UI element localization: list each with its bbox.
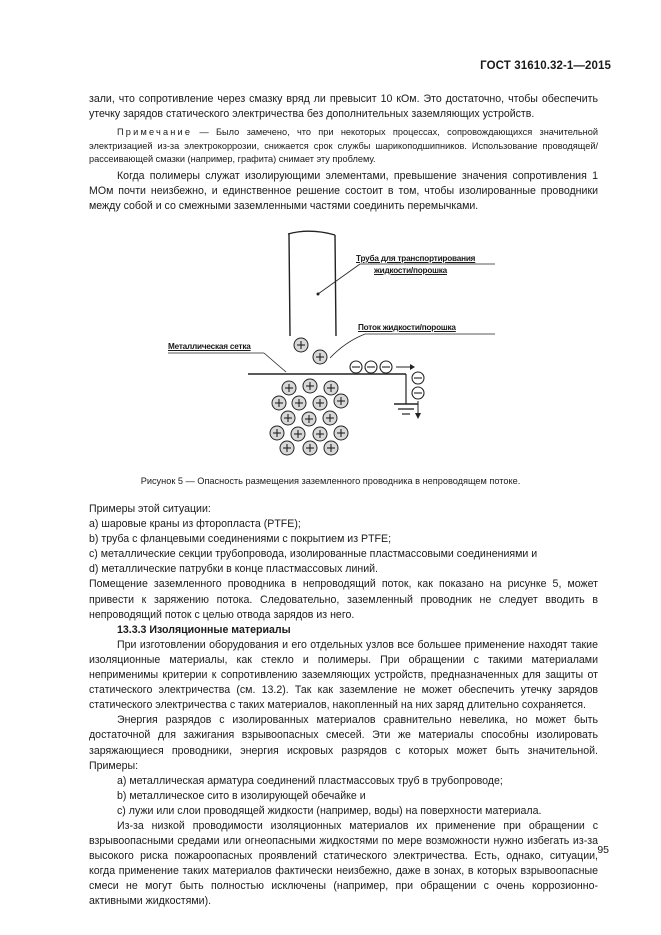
example-item-d: d) металлические патрубки в конце пластмассовых линий. (89, 563, 378, 576)
mesh-label: Металлическая сетка (168, 342, 251, 351)
note-label: Примечание (117, 127, 193, 137)
example2-item-c: c) лужи или слои проводящей жидкости (например, воды) на поверхности материала. (117, 804, 542, 817)
charge-arrowhead-down (415, 413, 421, 419)
conductivity-paragraph: Из-за низкой проводимости изоляционных материалов их применение при обращении с взрывоопасными средами или огнеопасными жидкостями по мере возможности нужно избегать из-за высокого риска пожароопасных проявлений статического электричества. Есть, однако, ситуации, когда применение таких материалов фактически неизбежно, даже в зонах, в которых взрывоопасные смеси не могут быть полностью исключены (например, при обращении с очень коррозионно-активными жидкостями). (89, 819, 598, 908)
figure-caption: Рисунок 5 — Опасность размещения заземленного проводника в непроводящем потоке. (140, 476, 521, 486)
section-heading: 13.3.3 Изоляционные материалы (117, 623, 291, 636)
document-header: ГОСТ 31610.32-1—2015 (480, 60, 611, 72)
example2-item-b: b) металлическое сито в изолирующей обечайке и (117, 789, 366, 802)
pipe-leader-line (318, 264, 360, 294)
note-text: — Было замечено, что при некоторых процессах, сопровождающихся значительной электризацией из-за электрокоррозии, снижается срок службы шарикоподшипников. Использование проводящей/рассеивающей смазки (например, графита) снимает эту проблему. (89, 127, 598, 165)
paragraph-continuation: зали, что сопротивление через смазку вряд ли превысит 10 кОм. Это достаточно, чтобы обеспечить утечку зарядов статического электричества без дополнительных заземляющих устройств. (89, 93, 598, 121)
pipe-label-line2: жидкости/порошка (374, 266, 448, 275)
pipe-label-line1: Труба для транспортирования (356, 254, 476, 263)
example-item-b: b) труба с фланцевыми соединениями с покрытием из PTFE; (89, 533, 392, 546)
page-number: 95 (597, 844, 609, 856)
note-paragraph (89, 126, 598, 167)
polymer-paragraph-block (89, 169, 598, 215)
examples-block (89, 502, 598, 910)
flow-leader-line (330, 334, 365, 358)
note-block (89, 126, 598, 167)
charge-arrowhead-right (410, 364, 415, 370)
pipe-leader-dot (317, 293, 320, 296)
figure-5 (160, 226, 520, 456)
example2-item-a: a) металлическая арматура соединений пластмассовых труб в трубопроводе; (117, 774, 503, 787)
pipe-top-edge (288, 231, 335, 235)
mesh-leader-line (264, 353, 286, 372)
pipe-left-wall (289, 234, 290, 336)
positive-particles (270, 338, 348, 455)
example-item-c: c) металлические секции трубопровода, изолированные пластмассовыми соединениями и (89, 548, 538, 561)
polymer-paragraph: Когда полимеры служат изолирующими элементами, превышение значения сопротивления 1 МОм почти неизбежно, и единственное решение состоит в том, чтобы изолированные проводники между собой и со смежными заземленными частями соединить перемычками. (89, 170, 598, 213)
example-item-a: a) шаровые краны из фторопласта (PTFE); (89, 518, 301, 531)
intro-paragraph-block (89, 92, 598, 122)
placement-paragraph: Помещение заземленного проводника в непроводящий поток, как показано на рисунке 5, может привести к заряжению потока. Следовательно, заземленный проводник не следует вводить в непроводящий поток с целью отвода зарядов из него. (89, 578, 598, 621)
pipe-right-wall (335, 235, 336, 336)
examples-intro: Примеры этой ситуации: (89, 503, 211, 515)
flow-label: Поток жидкости/порошка (358, 323, 456, 332)
discharge-paragraph: Энергия разрядов с изолированных материалов сравнительно невелика, но может быть достаточной для зажигания взрывоопасных смесей. Эти же материалы способны изолировать заряжающиеся проводники, энергия искровых разрядов с которых может быть значительной. Примеры: (89, 714, 598, 772)
insulation-paragraph: При изготовлении оборудования и его отдельных узлов все большее применение находят такие изоляционные материалы, как стекло и полимеры. При обращении с такими материалами неприменимы критерии к сопротивлению заземляющих устройств, предназначенных для защиты от статического электричества (см. 13.2). Так как заземление не может обеспечить утечку зарядов статического электричества с таких материалов, накопленный на них заряд длительно сохраняется. (89, 638, 598, 712)
